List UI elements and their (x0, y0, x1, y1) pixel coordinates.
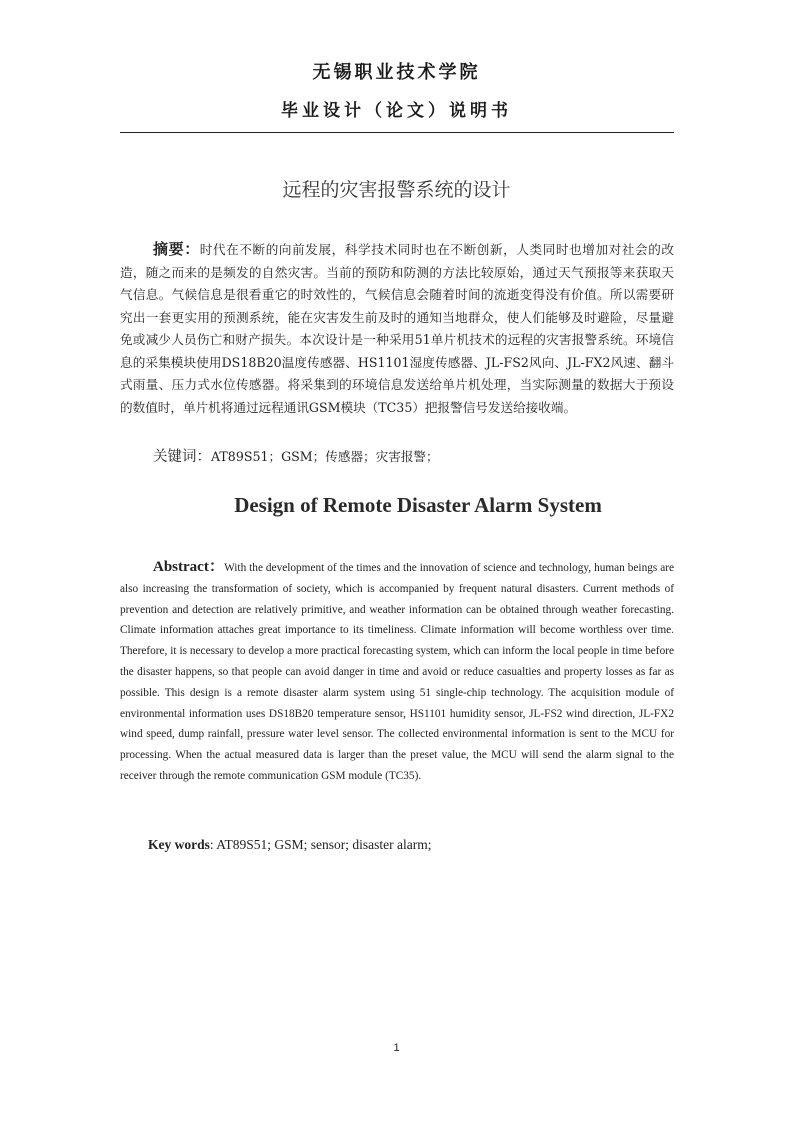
chinese-keywords (153, 445, 439, 466)
chinese-abstract-text: 时代在不断的向前发展，科学技术同时也在不断创新，人类同时也增加对社会的改造，随之而来的是频发的自然灾害。当前的预防和防测的方法比较原始，通过天气预报等来获取天气信息。气候信息是很看重它的时效性的，气候信息会随着时间的流逝变得没有价值。所以需要研究出一套更实用的预测系统，能在灾害发生前及时的通知当地群众，使人们能够及时避险，尽量避免或减少人员伤亡和财产损失。本次设计是一种采用51单片机技术的远程的灾害报警系统。环境信息的采集模块使用DS18B20温度传感器、HS1101湿度传感器、JL-FS2风向、JL-FX2风速、翻斗式雨量、压力式水位传感器。将采集到的环境信息发送给单片机处理，当实际测量的数据大于预设的数值时，单片机将通过远程通讯GSM模块（TC35）把报警信号发送给接收端。 (120, 242, 674, 415)
english-abstract (120, 557, 674, 787)
document-type: 毕业设计（论文）说明书 (281, 101, 512, 121)
english-title: Design of Remote Disaster Alarm System (234, 493, 602, 517)
english-keywords (148, 837, 432, 853)
english-abstract-text: With the development of the times and the innovation of science and technology, human beings are also increasing the transformation of society, which is accompanied by frequent natural disasters. Current methods of prevention and detection are relatively primitive, and weather information can be obtained through weather forecasting. Climate information attaches great importance to its timeliness. Climate information will become worthless over time. Therefore, it is necessary to develop a more practical forecasting system, which can inform the local people in time before the disaster happens, so that people can avoid danger in time and avoid or reduce casualties and property losses as far as possible. This design is a remote disaster alarm system using 51 single-chip technology. The acquisition module of environmental information uses DS18B20 temperature sensor, HS1101 humidity sensor, JL-FS2 wind direction, JL-FX2 wind speed, dump rainfall, pressure water level sensor. The collected environmental information is sent to the MCU for processing. When the actual measured data is larger than the preset value, the MCU will send the alarm signal to the receiver through the remote communication GSM module (TC35). (120, 562, 674, 782)
english-keywords-text: : AT89S51; GSM; sensor; disaster alarm; (209, 837, 432, 852)
english-keywords-label: Key words (148, 837, 210, 852)
chinese-abstract (120, 238, 674, 419)
header-divider (120, 132, 674, 133)
institution-name: 无锡职业技术学院 (312, 62, 481, 83)
chinese-keywords-text: AT89S51；GSM；传感器；灾害报警； (211, 449, 439, 464)
page-number: 1 (393, 1042, 400, 1054)
english-abstract-label: Abstract： (153, 559, 225, 575)
chinese-keywords-label: 关键词： (153, 449, 211, 465)
chinese-abstract-label: 摘要： (153, 240, 200, 258)
chinese-title: 远程的灾害报警系统的设计 (282, 179, 511, 201)
